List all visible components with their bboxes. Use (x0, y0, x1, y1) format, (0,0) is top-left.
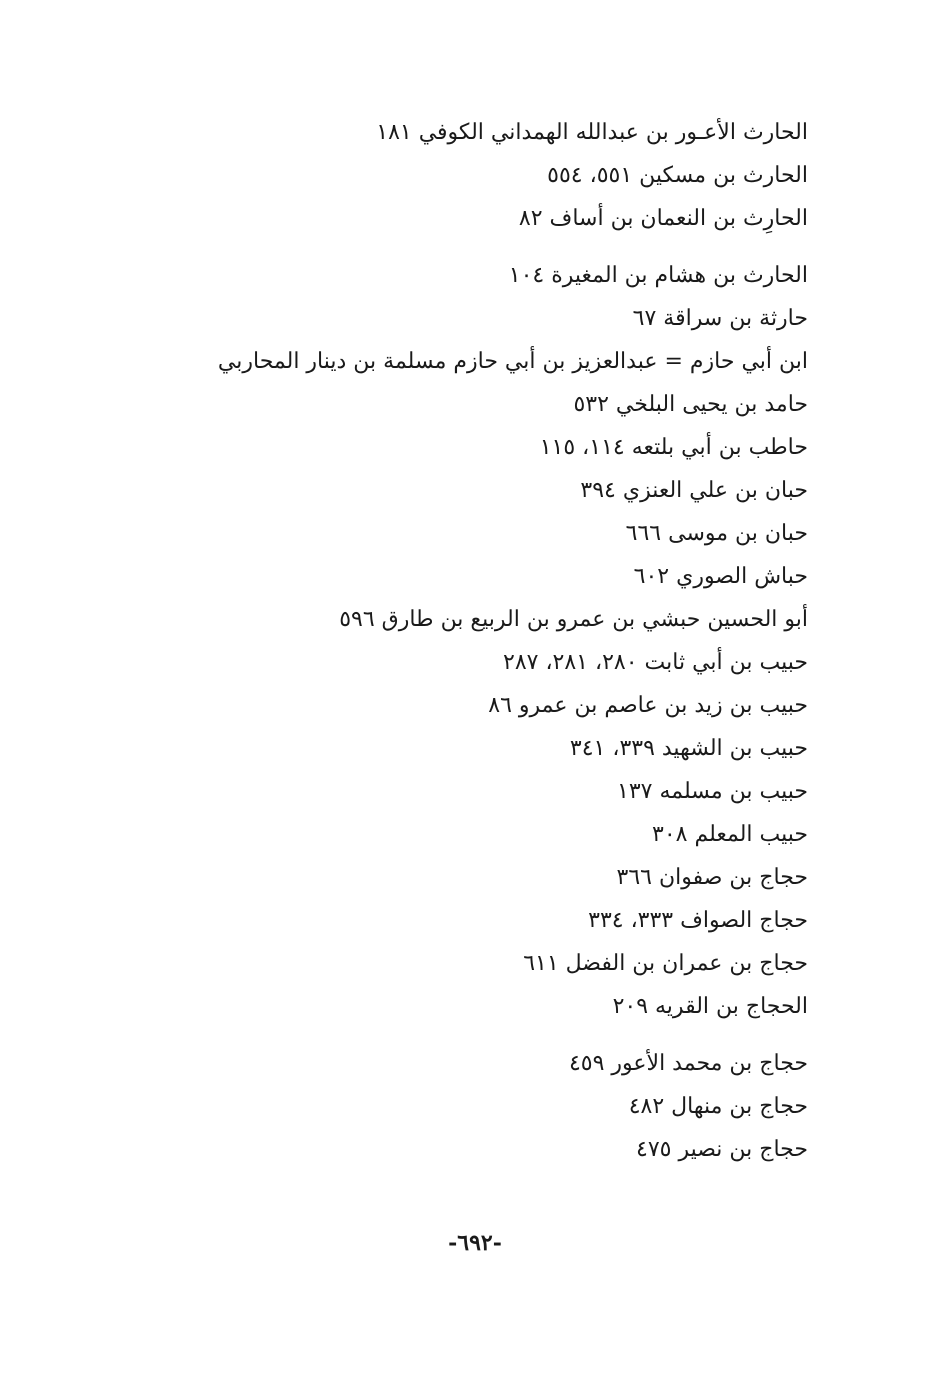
index-entry: حارثة بن سراقة ٦٧ (632, 306, 808, 331)
index-list (208, 118, 808, 1178)
index-entry: ابن أبي حازم = عبدالعزيز بن أبي حازم مسلمة بن دينار المحاربي (217, 349, 808, 374)
index-entry: أبو الحسين حبشي بن عمرو بن الربيع بن طارق ٥٩٦ (339, 607, 808, 632)
index-entry: حاطب بن أبي بلتعه ١١٤، ١١٥ (539, 435, 808, 460)
index-entry: حجاج بن عمران بن الفضل ٦١١ (523, 951, 808, 976)
index-entry: حبيب المعلم ٣٠٨ (652, 822, 808, 847)
index-entry: الحارث بن هشام بن المغيرة ١٠٤ (508, 263, 808, 288)
index-entry: حباش الصوري ٦٠٢ (633, 564, 808, 589)
index-entry: الحارث الأعـور بن عبدالله الهمداني الكوفي ١٨١ (376, 120, 808, 145)
page-number (0, 1228, 950, 1258)
index-entry: حجاج الصواف ٣٣٣، ٣٣٤ (588, 908, 808, 933)
index-entry: حجاج بن نصير ٤٧٥ (636, 1137, 808, 1162)
index-entry: حبيب بن زيد بن عاصم بن عمرو ٨٦ (488, 693, 808, 718)
index-entry: الحجاج بن القريه ٢٠٩ (612, 994, 808, 1019)
index-entry: حجاج بن صفوان ٣٦٦ (616, 865, 808, 890)
index-entry: حبان بن موسى ٦٦٦ (625, 521, 808, 546)
index-entry: حبيب بن مسلمه ١٣٧ (617, 779, 808, 804)
index-entry: حبيب بن أبي ثابت ٢٨٠، ٢٨١، ٢٨٧ (503, 650, 808, 675)
index-entry: حبيب بن الشهيد ٣٣٩، ٣٤١ (569, 736, 808, 761)
index-entry: الحارِث بن النعمان بن أساف ٨٢ (518, 206, 808, 231)
index-entry: الحارث بن مسكين ٥٥١، ٥٥٤ (547, 163, 808, 188)
page-number-text: -٦٩٢- (448, 1230, 502, 1256)
index-entry: حجاج بن محمد الأعور ٤٥٩ (568, 1051, 808, 1076)
index-entry: حبان بن علي العنزي ٣٩٤ (580, 478, 808, 503)
index-entry: حامد بن يحيى البلخي ٥٣٢ (573, 392, 808, 417)
index-entry: حجاج بن منهال ٤٨٢ (628, 1094, 808, 1119)
